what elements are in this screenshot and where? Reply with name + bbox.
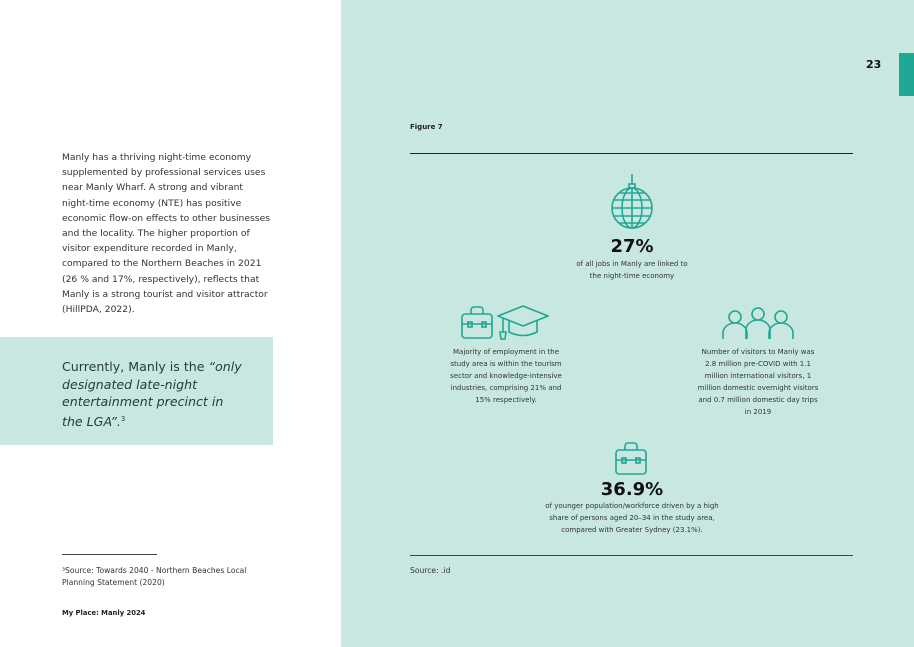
- stat-visitors-text: Number of visitors to Manly was 2.8 million pre-COVID with 1.1 million international visitors, 1 million domestic overnight visitors and 0.7 million domestic day trips in 2019: [697, 348, 819, 416]
- page-tab-marker: [899, 53, 914, 96]
- stat-nte-jobs-text: of all jobs in Manly are linked to the night-time economy: [576, 260, 688, 280]
- figure-bottom-rule: [410, 555, 853, 556]
- figure-source: Source: .id: [410, 566, 451, 575]
- pull-quote: [62, 358, 242, 430]
- people-group-icon: [722, 306, 794, 340]
- footer-title: My Place: Manly 2024: [62, 609, 146, 617]
- stat-employment-text: Majority of employment in the study area is within the tourism sector and knowledge-intensive industries, comprising 21% and 15% respectively.: [450, 348, 562, 404]
- figure-top-rule: [410, 153, 853, 154]
- page-number: 23: [866, 58, 882, 71]
- graduation-cap-icon: [497, 305, 549, 341]
- disco-ball-icon: [610, 174, 654, 230]
- intro-paragraph: Manly has a thriving night-time economy supplemented by professional services uses near Manly Wharf. A strong and vibrant night-time economy (NTE) has positive economic flow-on effects to other businesses and the locality. The higher proportion of visitor expenditure recorded in Manly, compared to the Northern Beaches in 2021 (26 % and 17%, respectively), reflects that Manly is a strong tourist and visitor attractor (HillPDA, 2022).: [62, 152, 271, 316]
- figure-label: Figure 7: [410, 123, 443, 131]
- stat-young-workforce-text: of younger population/workforce driven by a high share of persons aged 20–34 in the study area, compared with Greater Sydney (23.1%).: [545, 502, 719, 534]
- quote-lead: Currently, Manly is the: [62, 359, 205, 374]
- quote-emphasis: “only designated late-night entertainment precinct in the LGA”.: [62, 359, 242, 429]
- briefcase-icon: [615, 442, 647, 476]
- figure-panel: [341, 0, 914, 647]
- footnote: ³Source: Towards 2040 - Northern Beaches Local Planning Statement (2020): [62, 566, 247, 587]
- briefcase-icon: [461, 306, 493, 340]
- footnote-divider: [62, 554, 157, 555]
- stat-nte-jobs-value: 27%: [610, 236, 654, 257]
- stat-young-workforce-value: 36.9%: [600, 479, 664, 500]
- quote-footnote-ref: 3: [120, 414, 126, 423]
